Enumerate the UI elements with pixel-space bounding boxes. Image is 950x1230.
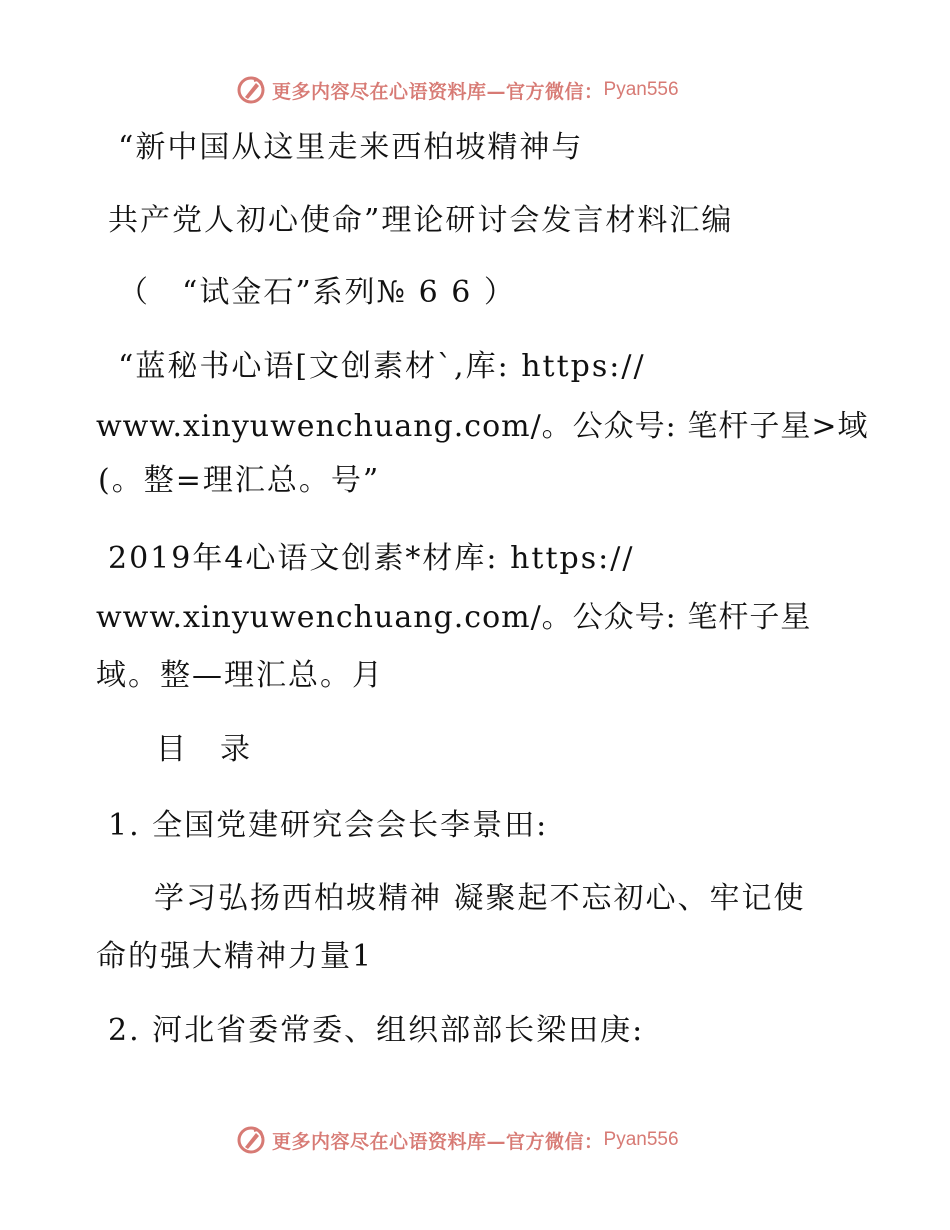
pen-logo-icon (236, 1125, 266, 1155)
toc-heading: 目 录 (156, 732, 252, 767)
notice2-line1: 2019年4心语文创素*材库: https:// (108, 541, 635, 576)
watermark-text: 更多内容尽在心语资料库—官方微信： (272, 1130, 604, 1153)
notice2-line3: 域。整—理汇总。月 (96, 658, 384, 693)
notice1-line2: www.xinyuwenchuang.com/。公众号: 笔杆子星>域 (96, 409, 869, 444)
doc-series: （ “试金石”系列№ 6 6 ） (118, 275, 516, 310)
watermark-handle: Pyan556 (603, 79, 679, 100)
toc-item-author: 1. 全国党建研究会会长李景田: (108, 808, 549, 843)
doc-title-line2: 共产党人初心使命”理论研讨会发言材料汇编 (108, 203, 734, 238)
notice1-line1: “蓝秘书心语[文创素材`,库: https:// (118, 349, 646, 384)
toc-item-title-line1: 学习弘扬西柏坡精神 凝聚起不忘初心、牢记使 (154, 881, 806, 916)
notice1-line3: (。整=理汇总。号” (98, 463, 381, 498)
notice2-line2: www.xinyuwenchuang.com/。公众号: 笔杆子星 (96, 600, 812, 635)
toc-item-title-line2: 命的强大精神力量1 (96, 939, 374, 974)
watermark-handle: Pyan556 (603, 1129, 679, 1150)
watermark-top (236, 73, 679, 107)
pen-logo-icon (236, 75, 266, 105)
watermark-text: 更多内容尽在心语资料库—官方微信： (272, 80, 604, 103)
toc-item-author: 2. 河北省委常委、组织部部长梁田庚: (108, 1013, 645, 1048)
watermark-bottom (236, 1123, 679, 1157)
doc-title-line1: “新中国从这里走来西柏坡精神与 (118, 130, 584, 165)
